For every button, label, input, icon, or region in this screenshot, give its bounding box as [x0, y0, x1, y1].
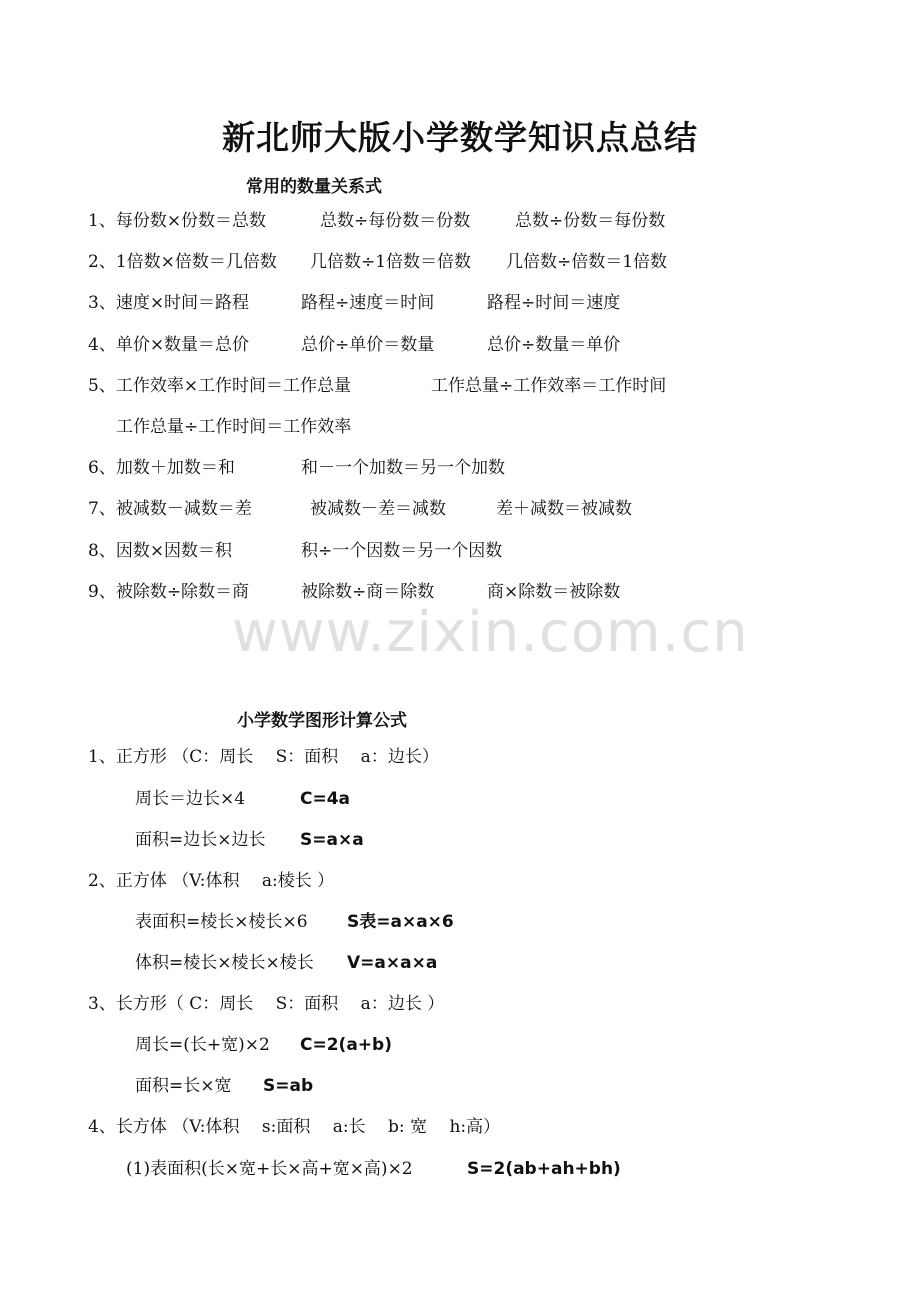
formula-symbol: V=a×a×a	[347, 953, 438, 973]
relation-text: 总数÷份数＝每份数	[515, 211, 666, 231]
relation-text: 路程÷时间＝速度	[487, 293, 621, 313]
section-heading-quantity-relations: 常用的数量关系式	[246, 177, 382, 197]
watermark: www.zixin.com.cn	[232, 600, 749, 665]
document-title: 新北师大版小学数学知识点总结	[222, 118, 698, 157]
relation-text: 8、因数×因数＝积	[88, 541, 233, 561]
formula-symbol: S=2(ab+ah+bh)	[467, 1159, 621, 1179]
relation-text: 4、单价×数量＝总价	[88, 335, 250, 355]
relation-text: 几倍数÷倍数＝1倍数	[506, 252, 668, 272]
relation-text: 总价÷单价＝数量	[301, 335, 435, 355]
section-heading-geometry-formulas: 小学数学图形计算公式	[237, 711, 407, 731]
relation-text: 总数÷每份数＝份数	[320, 211, 471, 231]
relation-text: 2、1倍数×倍数＝几倍数	[88, 252, 277, 272]
shape-title: 2、正方体 （V:体积 a:棱长 ）	[88, 871, 335, 891]
formula-text: 体积=棱长×棱长×棱长	[135, 953, 314, 973]
formula-text: (1)表面积(长×宽+长×高+宽×高)×2	[126, 1159, 413, 1179]
relation-text: 和－一个加数＝另一个加数	[301, 458, 505, 478]
formula-symbol: S=a×a	[300, 830, 364, 850]
formula-symbol: C=4a	[300, 789, 351, 809]
relation-text: 积÷一个因数＝另一个因数	[301, 541, 503, 561]
relation-text: 路程÷速度＝时间	[301, 293, 435, 313]
relation-text: 6、加数＋加数＝和	[88, 458, 235, 478]
relation-text: 5、工作效率×工作时间＝工作总量	[88, 376, 352, 396]
formula-text: 周长=(长+宽)×2	[135, 1035, 270, 1055]
formula-symbol: C=2(a+b)	[300, 1035, 392, 1055]
relation-text: 7、被减数－减数＝差	[88, 499, 252, 519]
relation-text: 1、每份数×份数＝总数	[88, 211, 267, 231]
formula-text: 周长＝边长×4	[135, 789, 246, 809]
relation-text: 3、速度×时间＝路程	[88, 293, 250, 313]
relation-text: 被减数－差＝减数	[310, 499, 446, 519]
shape-title: 4、长方体 （V:体积 s:面积 a:长 b: 宽 h:高）	[88, 1117, 501, 1137]
shape-title: 3、长方形（ C：周长 S：面积 a：边长 ）	[88, 994, 445, 1014]
relation-text: 几倍数÷1倍数＝倍数	[310, 252, 472, 272]
relation-text: 总价÷数量＝单价	[487, 335, 621, 355]
relation-text: 被除数÷商＝除数	[301, 582, 435, 602]
relation-text: 9、被除数÷除数＝商	[88, 582, 250, 602]
relation-text: 差＋减数＝被减数	[496, 499, 632, 519]
formula-text: 表面积=棱长×棱长×6	[135, 912, 308, 932]
relation-text: 商×除数＝被除数	[487, 582, 621, 602]
shape-title: 1、正方形 （C：周长 S：面积 a：边长）	[88, 747, 439, 767]
formula-symbol: S=ab	[263, 1076, 314, 1096]
formula-text: 面积=长×宽	[135, 1076, 232, 1096]
relation-text: 工作总量÷工作时间＝工作效率	[116, 417, 352, 437]
formula-symbol: S表=a×a×6	[347, 912, 454, 932]
formula-text: 面积=边长×边长	[135, 830, 266, 850]
relation-text: 工作总量÷工作效率＝工作时间	[431, 376, 667, 396]
